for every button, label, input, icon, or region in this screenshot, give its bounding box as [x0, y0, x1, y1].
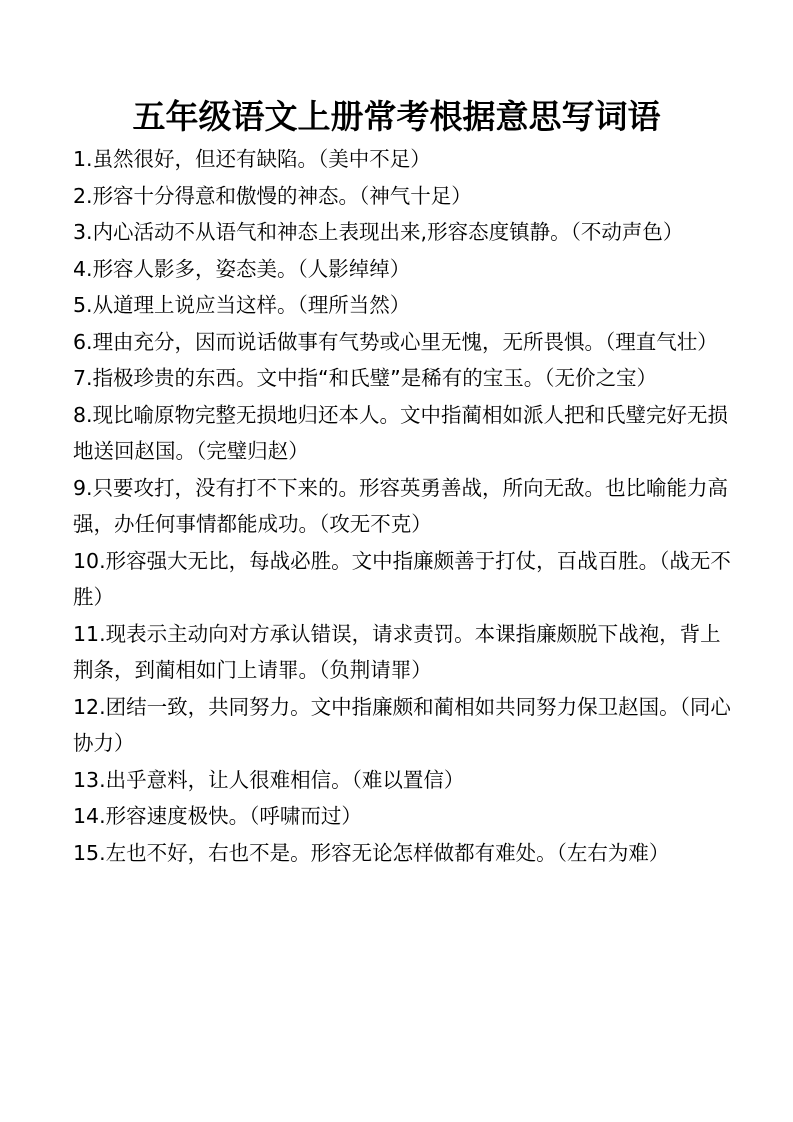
- item-number: 13.: [73, 767, 106, 792]
- item-number: 2.: [73, 183, 93, 208]
- list-item: [73, 397, 733, 470]
- list-item: [73, 470, 733, 543]
- item-text: 指极珍贵的东西。文中指“和氏璧”是稀有的宝玉。（无价之宝）: [92, 366, 658, 390]
- item-number: 1.: [73, 147, 93, 171]
- list-item: [73, 543, 733, 616]
- item-text: 形容十分得意和傲慢的神态。（神气十足）: [92, 183, 472, 208]
- item-text: 只要攻打，没有打不下来的。形容英勇善战，所向无敌。也比喻能力高强，办任何事情都能成功。（攻无不克）: [73, 475, 729, 536]
- item-number: 15.: [73, 840, 106, 865]
- list-item: [73, 360, 733, 397]
- item-number: 4.: [73, 256, 93, 281]
- item-number: 9.: [73, 475, 93, 500]
- item-text: 左也不好，右也不是。形容无论怎样做都有难处。（左右为难）: [105, 840, 670, 865]
- item-text: 团结一致，共同努力。文中指廉颇和蔺相如共同努力保卫赵国。（同心协力）: [73, 694, 731, 755]
- list-item: [73, 689, 733, 762]
- item-number: 14.: [73, 804, 106, 828]
- item-number: 3.: [73, 220, 93, 244]
- item-text: 理由充分，因而说话做事有气势或心里无愧，无所畏惧。（理直气壮）: [92, 329, 718, 354]
- page-title: 五年级语文上册常考根据意思写词语: [132, 97, 661, 136]
- list-item: [73, 798, 733, 835]
- list-item: [73, 835, 733, 872]
- list-item: [73, 762, 733, 799]
- list-item: [73, 287, 733, 324]
- item-text: 形容速度极快。（呼啸而过）: [105, 804, 362, 828]
- item-text: 现比喻原物完整无损地归还本人。文中指蔺相如派人把和氏璧完好无损地送回赵国。（完璧归赵）: [73, 402, 729, 463]
- list-item: [73, 616, 733, 689]
- list-item: [73, 214, 733, 251]
- item-text: 现表示主动向对方承认错误，请求责罚。本课指廉颇脱下战袍，背上荆条，到蔺相如门上请罪。（负荆请罪）: [73, 621, 721, 682]
- item-text: 虽然很好，但还有缺陷。（美中不足）: [92, 147, 431, 171]
- item-text: 形容人影多，姿态美。（人影绰绰）: [92, 256, 411, 281]
- item-text: 形容强大无比，每战必胜。文中指廉颇善于打仗，百战百胜。（战无不胜）: [73, 548, 731, 609]
- item-number: 8.: [73, 402, 93, 427]
- list-item: [73, 324, 733, 361]
- list-item: [73, 141, 733, 178]
- list-item: [73, 251, 733, 288]
- item-text: 从道理上说应当这样。（理所当然）: [92, 293, 411, 317]
- item-number: 7.: [73, 366, 93, 390]
- item-text: 出乎意料，让人很难相信。（难以置信）: [105, 767, 465, 792]
- item-number: 12.: [73, 694, 106, 719]
- item-number: 6.: [73, 329, 93, 354]
- item-number: 10.: [73, 548, 106, 573]
- item-number: 11.: [73, 621, 106, 646]
- item-number: 5.: [73, 293, 93, 317]
- item-text: 内心活动不从语气和神态上表现出来,形容态度镇静。（不动声色）: [92, 220, 684, 244]
- list-item: [73, 178, 733, 215]
- item-list: [73, 141, 733, 871]
